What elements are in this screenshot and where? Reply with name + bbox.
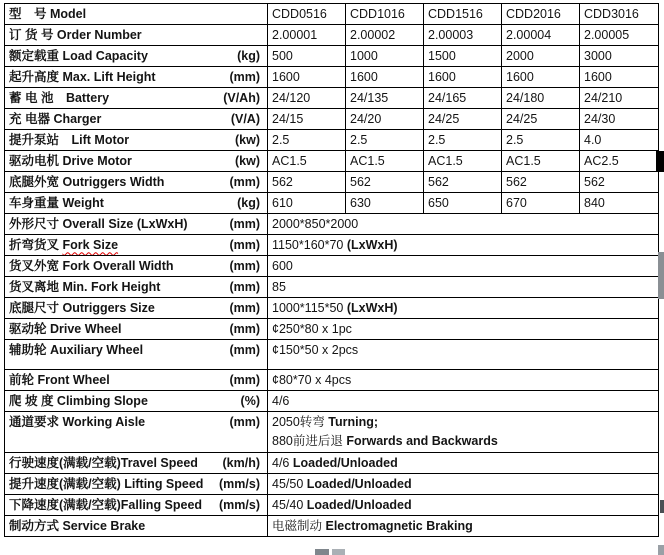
row-label-travel-speed: [5, 453, 268, 474]
row-unit: (mm): [229, 279, 260, 294]
value-cell-outriggers-width-col4: 562: [502, 172, 580, 193]
bottom-ui-fragment-2[interactable]: [332, 549, 345, 555]
table-row-fork-overall-width: [5, 256, 659, 277]
spec-table: [4, 3, 659, 537]
value-cell-order-number-col3: 2.00003: [424, 25, 502, 46]
value-cell-max-lift-height-col5: 1600: [580, 67, 659, 88]
value-cell-min-fork-height: [268, 277, 659, 298]
table-row-model: [5, 4, 659, 25]
value-text: Loaded/Unloaded: [306, 476, 412, 491]
table-row-front-wheel: [5, 370, 659, 391]
value-cell-battery-col2: 24/135: [346, 88, 424, 109]
value-text: 2050转弯: [272, 415, 329, 429]
row-label-text: 驱动轮 Drive Wheel: [9, 321, 122, 336]
value-cell-falling-speed: [268, 495, 659, 516]
row-label-text: 蓄 电 池 Battery: [9, 90, 110, 105]
value-text: Electromagnetic Braking: [325, 518, 473, 533]
row-label-text: 提升泵站 Lift Motor: [9, 132, 130, 147]
bottom-ui-fragment-1[interactable]: [315, 549, 329, 555]
row-label-falling-speed: [5, 495, 268, 516]
row-unit: (kg): [237, 195, 260, 210]
value-cell-drive-motor-col1: AC1.5: [268, 151, 346, 172]
row-label-text: 底腿外宽 Outriggers Width: [9, 174, 165, 189]
value-line: [272, 432, 654, 451]
row-label-text: 制动方式 Service Brake: [9, 518, 146, 533]
row-label-overall-size: [5, 214, 268, 235]
value-text: 880前进后退: [272, 434, 347, 448]
value-cell-outriggers-size: [268, 298, 659, 319]
value-cell-model-col2: CDD1016: [346, 4, 424, 25]
value-cell-fork-size: [268, 235, 659, 256]
row-label-text: 前轮 Front Wheel: [9, 372, 110, 387]
value-cell-lift-motor-col1: 2.5: [268, 130, 346, 151]
value-cell-battery-col5: 24/210: [580, 88, 659, 109]
value-line: [272, 320, 654, 339]
row-label-text: 车身重量 Weight: [9, 195, 104, 210]
row-label-battery: [5, 88, 268, 109]
row-unit: (mm): [229, 343, 260, 357]
table-row-climbing-slope: [5, 391, 659, 412]
edge-sliver-mark: [660, 500, 664, 513]
value-cell-charger-col2: 24/20: [346, 109, 424, 130]
row-label-order-number: [5, 25, 268, 46]
value-line: [272, 392, 654, 411]
row-unit: (V/A): [230, 111, 260, 126]
row-label-charger: [5, 109, 268, 130]
value-line: [272, 278, 654, 297]
value-cell-lift-motor-col3: 2.5: [424, 130, 502, 151]
value-cell-weight-col3: 650: [424, 193, 502, 214]
row-label-drive-wheel: [5, 319, 268, 340]
table-row-max-lift-height: [5, 67, 659, 88]
table-row-auxiliary-wheel: [5, 340, 659, 370]
value-line: [272, 413, 654, 432]
row-label-lifting-speed: [5, 474, 268, 495]
value-cell-drive-motor-col3: AC1.5: [424, 151, 502, 172]
value-cell-weight-col4: 670: [502, 193, 580, 214]
row-label-text: 型 号 Model: [9, 6, 87, 21]
row-label-outriggers-width: [5, 172, 268, 193]
value-text: 85: [272, 279, 286, 294]
value-cell-order-number-col1: 2.00001: [268, 25, 346, 46]
table-row-fork-size: [5, 235, 659, 256]
row-label-text: 驱动电机 Drive Motor: [9, 153, 132, 168]
value-cell-lift-motor-col2: 2.5: [346, 130, 424, 151]
row-unit: (mm): [229, 258, 260, 273]
value-cell-charger-col3: 24/25: [424, 109, 502, 130]
row-unit: (mm): [229, 69, 260, 84]
table-row-drive-wheel: [5, 319, 659, 340]
row-unit: (%): [240, 393, 260, 408]
value-text: 1150*160*70: [272, 237, 347, 252]
table-row-falling-speed: [5, 495, 659, 516]
value-cell-lifting-speed: [268, 474, 659, 495]
value-cell-drive-wheel: [268, 319, 659, 340]
value-cell-drive-motor-col2: AC1.5: [346, 151, 424, 172]
value-line: [272, 496, 654, 515]
row-unit: (mm): [229, 415, 260, 429]
row-unit: (kw): [235, 153, 260, 168]
row-unit: (V/Ah): [223, 90, 260, 105]
row-label-auxiliary-wheel: [5, 340, 268, 370]
value-cell-max-lift-height-col3: 1600: [424, 67, 502, 88]
value-text: 45/40: [272, 497, 307, 512]
row-unit: (mm): [229, 237, 260, 252]
value-cell-model-col1: CDD0516: [268, 4, 346, 25]
row-label-working-aisle: [5, 412, 268, 453]
row-label-front-wheel: [5, 370, 268, 391]
value-text: 1000*115*50: [272, 300, 347, 315]
value-text: Turning;: [328, 415, 379, 429]
value-cell-drive-motor-col5: AC2.5: [580, 151, 659, 172]
value-cell-battery-col1: 24/120: [268, 88, 346, 109]
value-text: ¢150*50 x 2pcs: [272, 343, 359, 357]
row-unit: (km/h): [222, 455, 260, 470]
text-cursor-mark: [656, 151, 664, 172]
row-label-climbing-slope: [5, 391, 268, 412]
table-row-min-fork-height: [5, 277, 659, 298]
value-line: [272, 257, 654, 276]
value-line: [272, 236, 654, 255]
table-row-service-brake: [5, 516, 659, 537]
row-label-drive-motor: [5, 151, 268, 172]
value-cell-charger-col4: 24/25: [502, 109, 580, 130]
value-line: [272, 341, 654, 360]
scrollbar-corner-fragment[interactable]: [658, 545, 664, 555]
value-cell-load-capacity-col2: 1000: [346, 46, 424, 67]
row-label-max-lift-height: [5, 67, 268, 88]
spellcheck-flagged-text: Fork Size: [62, 237, 119, 252]
value-cell-weight-col1: 610: [268, 193, 346, 214]
value-cell-outriggers-width-col3: 562: [424, 172, 502, 193]
value-line: [272, 299, 654, 318]
table-row-travel-speed: [5, 453, 659, 474]
value-text: 电磁制动: [272, 518, 326, 533]
value-cell-charger-col5: 24/30: [580, 109, 659, 130]
value-cell-fork-overall-width: [268, 256, 659, 277]
value-cell-load-capacity-col4: 2000: [502, 46, 580, 67]
value-text: (LxWxH): [346, 237, 398, 252]
row-unit: (mm): [229, 174, 260, 189]
value-cell-lift-motor-col5: 4.0: [580, 130, 659, 151]
row-unit: (mm): [229, 300, 260, 315]
value-line: [272, 215, 654, 234]
value-text: 4/6: [272, 455, 293, 470]
value-line: [272, 371, 654, 390]
value-cell-load-capacity-col1: 500: [268, 46, 346, 67]
row-label-text: 货叉离地 Min. Fork Height: [9, 279, 161, 294]
row-unit: (mm): [229, 216, 260, 231]
value-cell-climbing-slope: [268, 391, 659, 412]
value-text: 600: [272, 258, 293, 273]
value-cell-overall-size: [268, 214, 659, 235]
value-cell-front-wheel: [268, 370, 659, 391]
value-cell-weight-col5: 840: [580, 193, 659, 214]
table-row-working-aisle: [5, 412, 659, 453]
value-text: 4/6: [272, 393, 290, 408]
value-cell-weight-col2: 630: [346, 193, 424, 214]
value-text: 45/50: [272, 476, 307, 491]
value-cell-model-col4: CDD2016: [502, 4, 580, 25]
value-cell-drive-motor-col4: AC1.5: [502, 151, 580, 172]
vertical-scrollbar-thumb[interactable]: [658, 252, 664, 299]
row-label-load-capacity: [5, 46, 268, 67]
row-label-text: 货叉外宽 Fork Overall Width: [9, 258, 174, 273]
row-label-text: 爬 坡 度 Climbing Slope: [9, 393, 148, 408]
value-cell-order-number-col2: 2.00002: [346, 25, 424, 46]
row-label-text: 辅助轮 Auxiliary Wheel: [9, 343, 144, 357]
value-text: Forwards and Backwards: [346, 434, 498, 448]
table-row-weight: [5, 193, 659, 214]
row-label-fork-overall-width: [5, 256, 268, 277]
value-cell-outriggers-width-col2: 562: [346, 172, 424, 193]
value-text: Loaded/Unloaded: [292, 455, 398, 470]
value-cell-service-brake: [268, 516, 659, 537]
value-cell-max-lift-height-col2: 1600: [346, 67, 424, 88]
row-unit: (kg): [237, 48, 260, 63]
table-row-lift-motor: [5, 130, 659, 151]
table-row-outriggers-size: [5, 298, 659, 319]
row-label-text: 额定载重 Load Capacity: [9, 48, 148, 63]
table-row-battery: [5, 88, 659, 109]
row-label-text: 行驶速度(满载/空载)Travel Speed: [9, 455, 198, 470]
value-text: ¢250*80 x 1pc: [272, 321, 352, 336]
value-cell-max-lift-height-col1: 1600: [268, 67, 346, 88]
value-cell-model-col5: CDD3016: [580, 4, 659, 25]
row-unit: (mm): [229, 372, 260, 387]
value-text: ¢80*70 x 4pcs: [272, 372, 352, 387]
table-row-overall-size: [5, 214, 659, 235]
row-label-service-brake: [5, 516, 268, 537]
row-label-model: [5, 4, 268, 25]
row-label-text: 外形尺寸 Overall Size (LxWxH): [9, 216, 188, 231]
row-label-text: 通道要求 Working Aisle: [9, 415, 146, 429]
value-line: [272, 475, 654, 494]
table-row-drive-motor: [5, 151, 659, 172]
row-label-text: 起升高度 Max. Lift Height: [9, 69, 156, 84]
value-text: 2000*850*2000: [272, 216, 359, 231]
row-unit: (mm/s): [219, 497, 260, 512]
value-line: [272, 454, 654, 473]
row-label-weight: [5, 193, 268, 214]
table-row-load-capacity: [5, 46, 659, 67]
value-cell-battery-col3: 24/165: [424, 88, 502, 109]
row-label-outriggers-size: [5, 298, 268, 319]
value-cell-working-aisle: [268, 412, 659, 453]
row-label-lift-motor: [5, 130, 268, 151]
row-label-text: 下降速度(满载/空载)Falling Speed: [9, 497, 203, 512]
value-cell-load-capacity-col5: 3000: [580, 46, 659, 67]
value-cell-lift-motor-col4: 2.5: [502, 130, 580, 151]
row-label-text: 订 货 号 Order Number: [9, 27, 142, 42]
value-text: Loaded/Unloaded: [306, 497, 412, 512]
row-label-min-fork-height: [5, 277, 268, 298]
row-unit: (kw): [235, 132, 260, 147]
row-label-text: 底腿尺寸 Outriggers Size: [9, 300, 155, 315]
table-row-charger: [5, 109, 659, 130]
value-cell-battery-col4: 24/180: [502, 88, 580, 109]
value-text: (LxWxH): [346, 300, 398, 315]
value-line: [272, 517, 654, 536]
row-label-text: 充 电器 Charger: [9, 111, 102, 126]
value-cell-order-number-col4: 2.00004: [502, 25, 580, 46]
table-row-outriggers-width: [5, 172, 659, 193]
value-cell-load-capacity-col3: 1500: [424, 46, 502, 67]
row-label-text: 提升速度(满载/空载) Lifting Speed: [9, 476, 204, 491]
row-label-text: 折弯货叉: [9, 237, 63, 252]
value-cell-model-col3: CDD1516: [424, 4, 502, 25]
table-row-lifting-speed: [5, 474, 659, 495]
row-unit: (mm): [229, 321, 260, 336]
value-cell-travel-speed: [268, 453, 659, 474]
row-unit: (mm/s): [219, 476, 260, 491]
value-cell-order-number-col5: 2.00005: [580, 25, 659, 46]
value-cell-charger-col1: 24/15: [268, 109, 346, 130]
row-label-fork-size: [5, 235, 268, 256]
value-cell-outriggers-width-col1: 562: [268, 172, 346, 193]
table-row-order-number: [5, 25, 659, 46]
value-cell-outriggers-width-col5: 562: [580, 172, 659, 193]
value-cell-auxiliary-wheel: [268, 340, 659, 370]
value-cell-max-lift-height-col4: 1600: [502, 67, 580, 88]
